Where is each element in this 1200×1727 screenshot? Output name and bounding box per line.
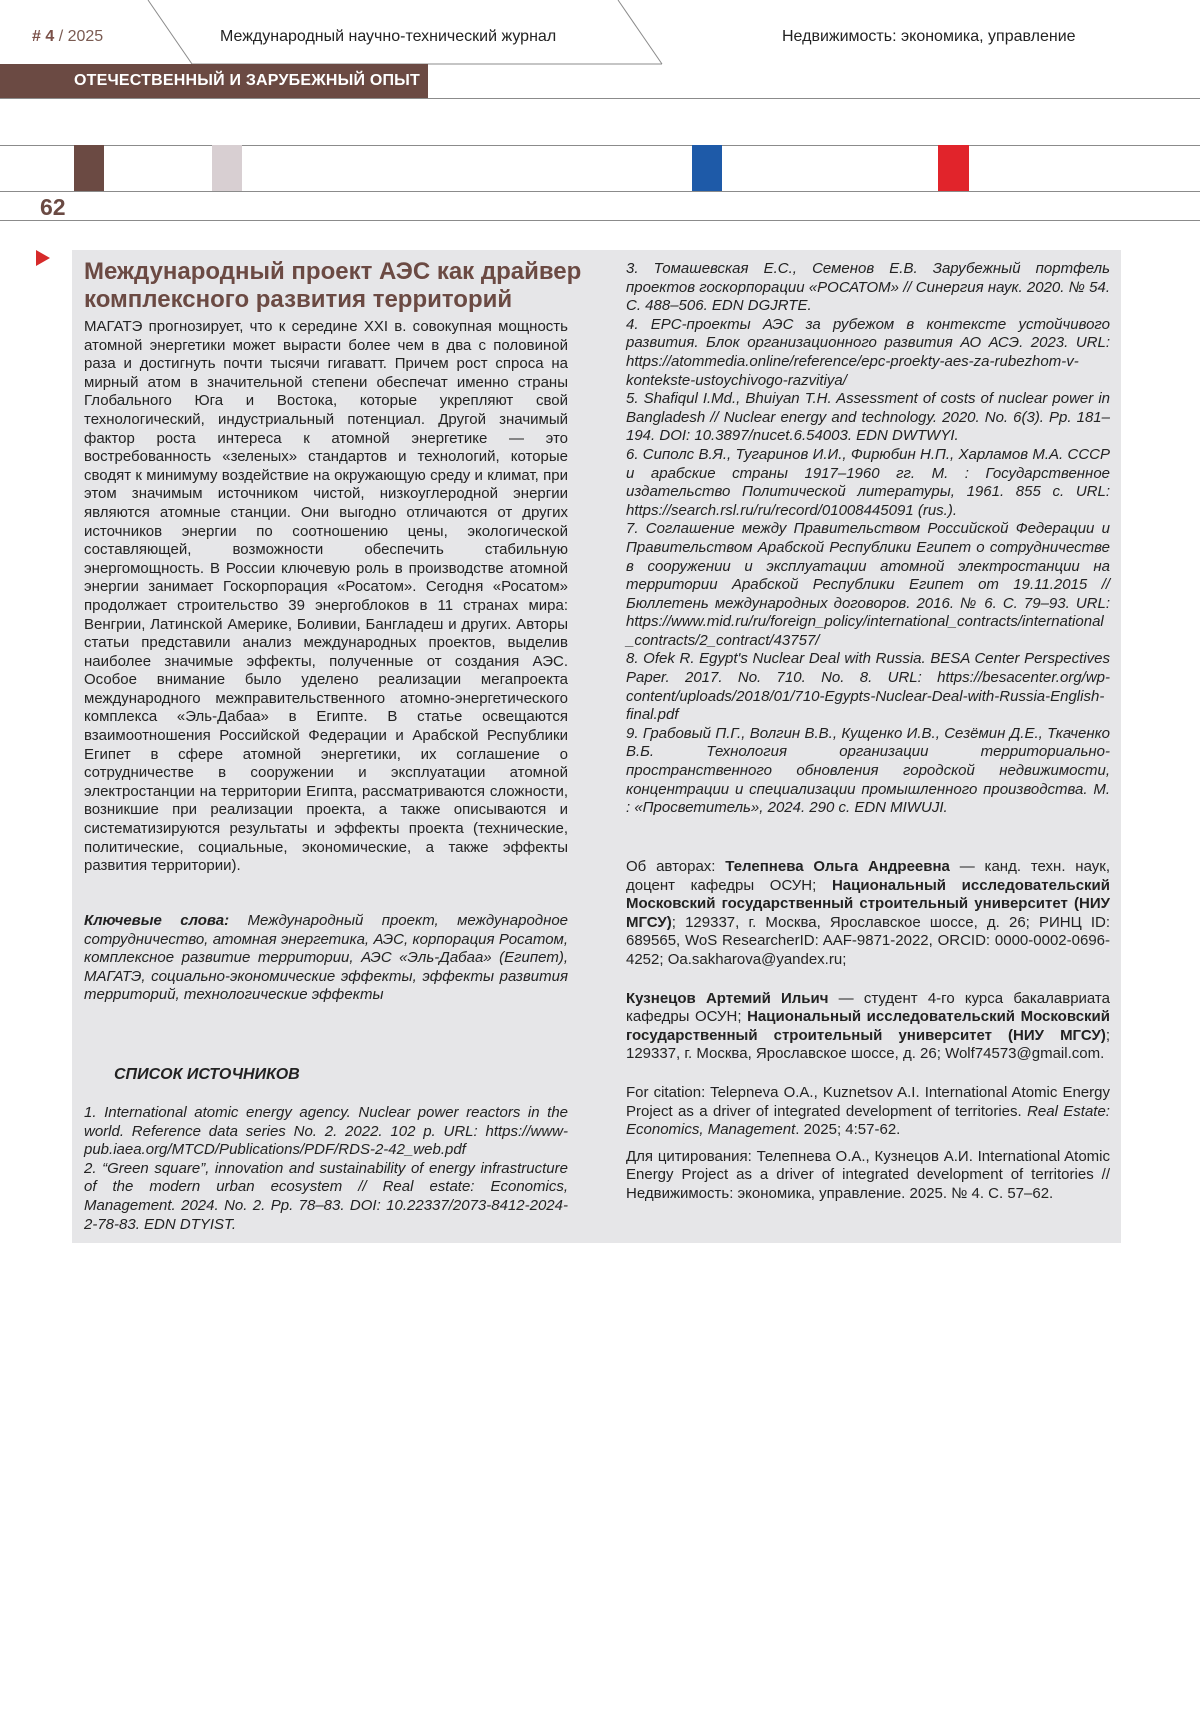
page-rule [0, 220, 1200, 221]
issue-number-label: # 4 [32, 28, 55, 45]
section-title: ОТЕЧЕСТВЕННЫЙ И ЗАРУБЕЖНЫЙ ОПЫТ [74, 72, 420, 89]
reference-item: 1. International atomic energy agency. Nuclear power reactors in the world. Reference data series No. 2. 2022. 102 p. URL: https://www-pub.iaea.org/MTCD/Publications/PDF/RDS-2-42_web.pdf [84, 1104, 568, 1159]
issue-year: / 2025 [58, 28, 104, 45]
author-1-role: — канд. техн. наук, доцент кафедры ОСУН; [626, 858, 1110, 894]
authors-block [626, 858, 1110, 1212]
reference-item: 9. Грабовый П.Г., Волгин В.В., Кущенко И.В., Сезёмин Д.Е., Ткаченко В.Б. Технология организации территориально-пространственного обновления городской недвижимости, концентрации и специализации промышленного производства. М. : «Просветитель», 2024. 290 с. EDN MIWUJI. [626, 724, 1110, 817]
journal-name: Международный научно-технический журнал [220, 28, 557, 45]
keywords-label: Ключевые слова: [84, 912, 230, 929]
citation-ru: Для цитирования: Телепнева О.А., Кузнецов А.И. International Atomic Energy Project as a driver of integrated development of territories // Недвижимость: экономика, управление. 2025. № 4. С. 57–62. [626, 1147, 1110, 1202]
article-title: Международный проект АЭС как драйвер комплексного развития территорий [84, 258, 582, 313]
citation-en-prefix: For citation: Telepneva O.A., Kuznetsov A.I. International Atomic Energy Project as a driver of integrated development of territories. [626, 1083, 1110, 1120]
reference-item: 7. Соглашение между Правительством Российской Федерации и Правительством Арабской Республики Египет о сотрудничестве в сооружении и эксплуатации атомной электростанции на территории Арабской Республики Египет от 19.11.2015 // Бюллетень международных договоров. 2016. № 6. С. 79–93. URL: https://www.mid.ru/ru/foreign_policy/international_contracts/international_contracts/2_contract/43757/ [626, 520, 1110, 649]
stripe-pale-block [212, 145, 242, 191]
article-abstract: МАГАТЭ прогнозирует, что к середине XXI в. совокупная мощность атомной энергетики может вырасти более чем в два с половиной раза и достигнуть почти тысячи гигаватт. Причем рост спроса на мирный атом в значительной степени обеспечат именно страны Глобального Юга и Востока, которые укрепляют свой технологический, индустриальный потенциал. Другой значимый фактор роста интереса к атомной энергетике — это востребованность «зеленых» стандартов и технологий, которые сводят к минимуму воздействие на окружающую среду и климат, при этом значимым источником чистой, низкоуглеродной энергии являются атомные станции. Они выгодно отличаются от других источников энергии по соотношению цены, экологической составляющей, возможности обеспечить стабильную энергомощность. В России ключевую роль в производстве атомной энергии занимает Госкорпорация «Росатом». Сегодня «Росатом» продолжает строительство 39 энергоблоков в 11 странах мира: Венгрии, Латинской Америке, Боливии, Бангладеш и других. Авторы статьи представили анализ международных проектов, выделив наиболее значимые эффекты, полученные от создания АЭС. Особое внимание было уделено реализации мегапроекта международного межправительственного атомно-энергетического комплекса «Эль-Дабаа» в Египте. В статье освещаются взаимоотношения Российской Федерации и Арабской Республики Египет в сфере атомной энергетики, их соглашение о сотрудничестве в сооружении и эксплуатации атомной электростанции на территории Египта, рассматриваются сложности, возникшие при реализации проекта, а также описываются и систематизируются результаты и эффекты проекта (технические, политические, социальные, экономические, а также эффекты развития территории). [84, 318, 568, 875]
reference-item: 5. Shafiqul I.Md., Bhuiyan T.H. Assessment of costs of nuclear power in Bangladesh // Nuclear energy and technology. 2020. No. 6(3). Pp. 181–194. DOI: 10.3897/nucet.6.54003. EDN DWTWYI. [626, 390, 1110, 445]
author-2-role: — студент 4-го курса бакалавриата кафедры ОСУН; [626, 989, 1110, 1026]
author-2-org: Национальный исследовательский Московский государственный строительный университет (НИУ МГСУ) [626, 1008, 1110, 1044]
stripe-brown-block [74, 145, 104, 191]
author-1 [626, 858, 1110, 970]
reference-item: 4. EPC-проекты АЭС за рубежом в контексте устойчивого развития. Блок организационного развития АО АСЭ. 2023. URL: https://atommedia.online/reference/epc-proekty-aes-za-rubezhom-v-kontekste-ustoychivogo-razvitiya/ [626, 315, 1110, 389]
stripe-top-rule [0, 145, 1200, 146]
citation-en-suffix: . 2025; 4:57-62. [795, 1121, 901, 1139]
citation-en [626, 1084, 1110, 1140]
citation-en-journal: Real Estate: Economics, Management [626, 1102, 1110, 1139]
references-heading: СПИСОК ИСТОЧНИКОВ [114, 1066, 300, 1083]
stripe-red-block [938, 145, 969, 191]
author-1-contacts: ; 129337, г. Москва, Ярославское шоссе, д. 26; РИНЦ ID: 689565, WoS ResearcherID: AAF-9871-2022, ORCID: 0000-0002-0696-4252; Oa.sakharova@yandex.ru; [626, 913, 1110, 968]
reference-item: 3. Томашевская Е.С., Семенов Е.В. Зарубежный портфель проектов госкорпорации «РОСАТОМ» // Синергия наук. 2020. № 54. С. 488–506. EDN DGJRTE. [626, 260, 1110, 315]
author-2 [626, 990, 1110, 1064]
section-marker-icon [36, 250, 50, 266]
stripe-bottom-rule [0, 191, 1200, 192]
keywords-text: Международный проект, международное сотрудничество, атомная энергетика, АЭС, корпорация Росатом, комплексное развитие территории, АЭС «Эль-Дабаа» (Египет), МАГАТЭ, социально-экономические эффекты, эффекты развития территорий, технологические эффекты [84, 912, 569, 1004]
reference-item: 8. Ofek R. Egypt's Nuclear Deal with Russia. BESA Center Perspectives Paper. 2017. No. 710. No. 8. URL: https://besacenter.org/wp-content/uploads/2018/01/710-Egypts-Nuclear-Deal-with-Russia-English-final.pdf [626, 650, 1110, 724]
journal-topic: Недвижимость: экономика, управление [782, 28, 1076, 45]
author-2-name: Кузнецов Артемий Ильич [626, 989, 829, 1007]
stripe-blue-block [692, 145, 722, 191]
references-right-column [626, 260, 1110, 818]
header-rule [0, 98, 1200, 99]
references-left-column [84, 1104, 568, 1234]
author-1-name: Телепнева Ольга Андреевна [725, 858, 950, 875]
reference-item: 2. “Green square”, innovation and sustainability of energy infrastructure of the modern urban ecosystem // Real estate: Economics, Management. 2024. No. 2. Pp. 78–83. DOI: 10.22337/2073-8412-2024-2-78-83. EDN DTYIST. [84, 1159, 568, 1233]
article-keywords [84, 912, 568, 1005]
author-2-contacts: ; 129337, г. Москва, Ярославское шоссе, д. 26; Wolf74573@gmail.com. [626, 1026, 1110, 1063]
page-number: 62 [40, 194, 66, 220]
reference-item: 6. Сиполс В.Я., Тугаринов И.И., Фирюбин Н.П., Харламов М.А. СССР и арабские страны 1917–1960 гг. М. : Государственное издательство Политической литературы, 1961. 855 с. URL: https://search.rsl.ru/ru/record/01008445091 (rus.). [626, 445, 1110, 519]
about-authors-label: Об авторах: [626, 858, 716, 875]
author-1-org: Национальный исследовательский Московский государственный строительный университет (НИУ МГСУ) [626, 876, 1110, 931]
